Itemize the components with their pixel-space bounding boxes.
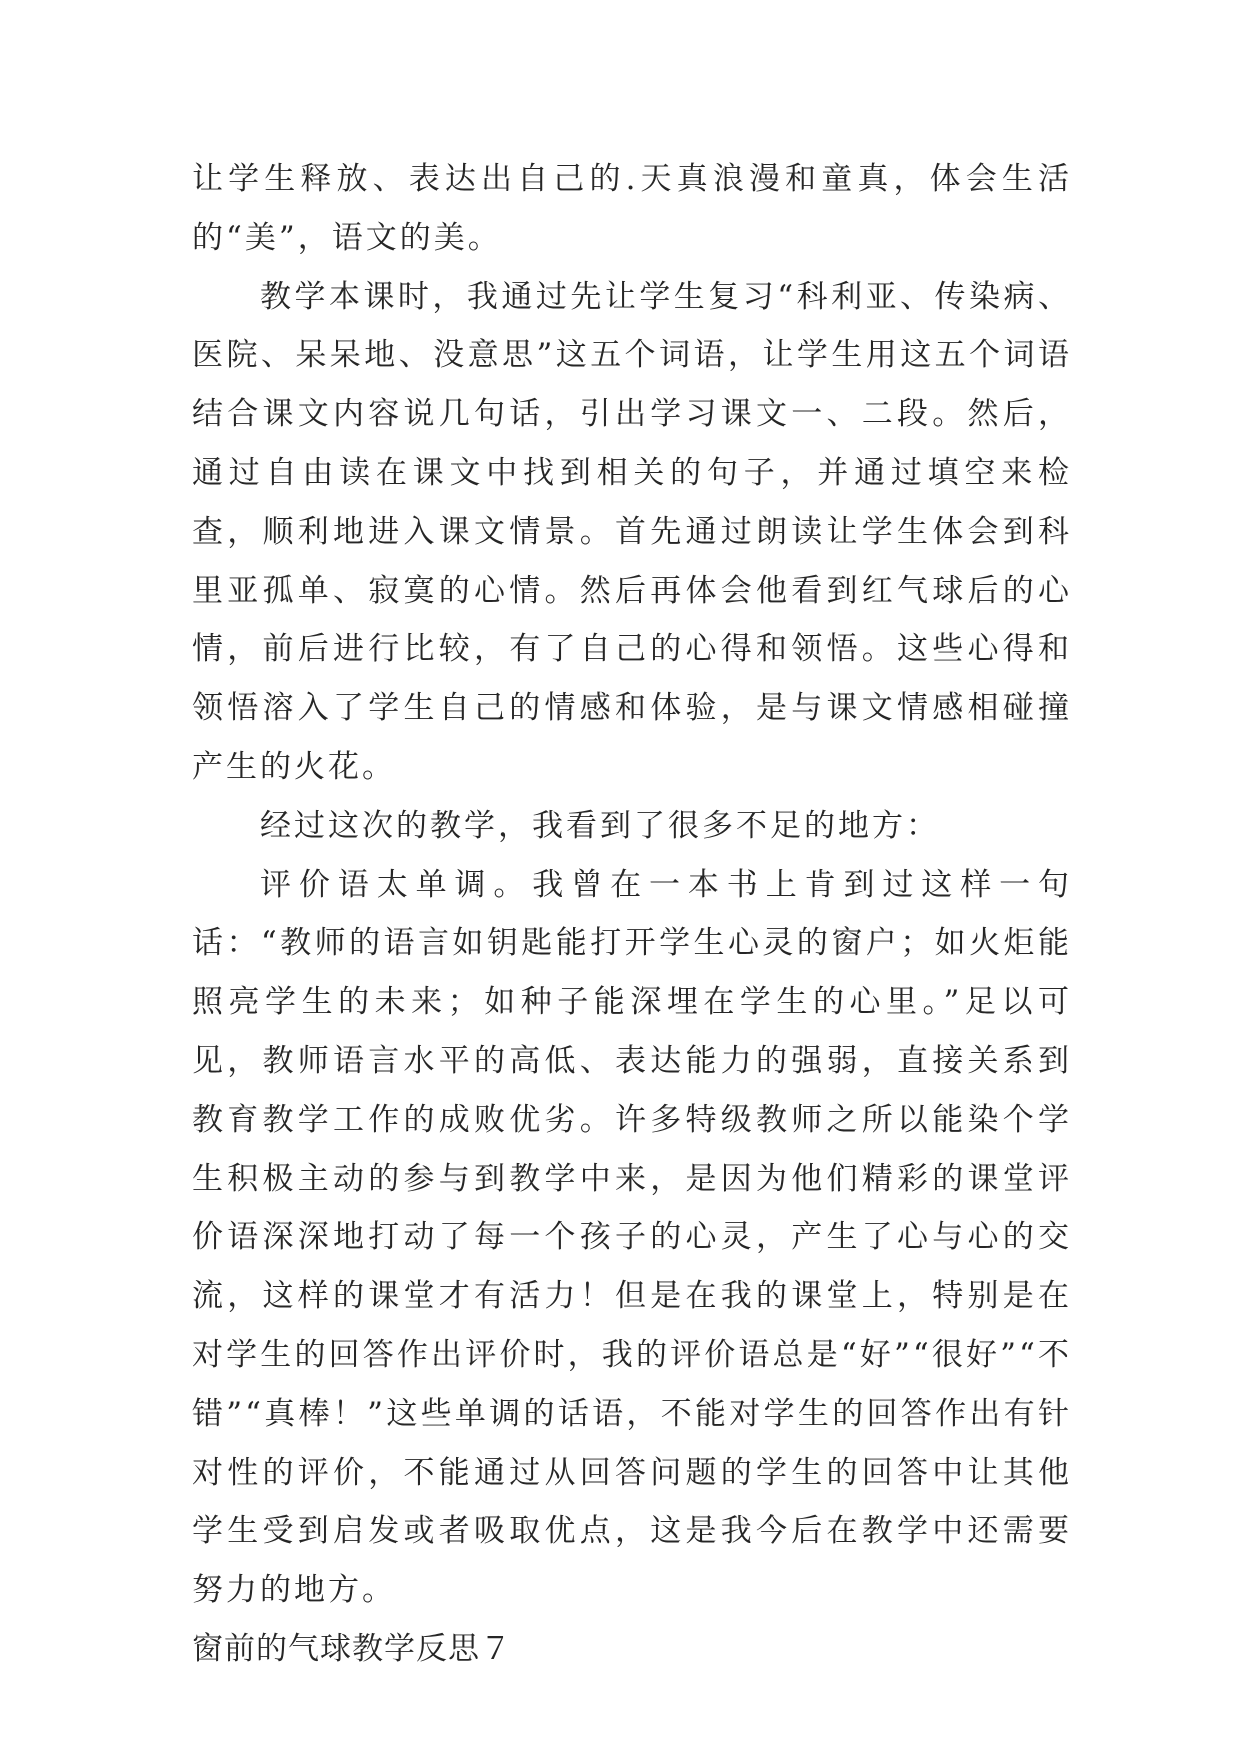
paragraph-lesson-process: 教学本课时，我通过先让学生复习“科利亚、传染病、医院、呆呆地、没意思”这五个词语，让学生用这五个词语结合课文内容说几句话，引出学习课文一、二段。然后，通过自由读在课文中找到相关的句子，并通过填空来检查，顺利地进入课文情景。首先通过朗读让学生体会到科里亚孤单、寂寞的心情。然后再体会他看到红气球后的心情，前后进行比较，有了自己的心得和领悟。这些心得和领悟溶入了学生自己的情感和体验，是与课文情感相碰撞产生的火花。 <box>192 278 1072 785</box>
paragraph-continuation: 让学生释放、表达出自己的.天真浪漫和童真，体会生活的“美”，语文的美。 <box>192 161 1072 256</box>
section-heading: 窗前的气球教学反思７ <box>192 1630 512 1667</box>
paragraph-shortcomings-intro: 经过这次的教学，我看到了很多不足的地方： <box>260 807 940 844</box>
body-text <box>192 150 1072 1679</box>
paragraph-evaluation-language: 评价语太单调。我曾在一本书上肯到过这样一句话：“教师的语言如钥匙能打开学生心灵的窗户；如火炬能照亮学生的未来；如种子能深埋在学生的心里。”足以可见，教师语言水平的高低、表达能力的强弱，直接关系到教育教学工作的成败优劣。许多特级教师之所以能染个学生积极主动的参与到教学中来，是因为他们精彩的课堂评价语深深地打动了每一个孩子的心灵，产生了心与心的交流，这样的课堂才有活力！但是在我的课堂上，特别是在对学生的回答作出评价时，我的评价语总是“好”“很好”“不错”“真棒！”这些单调的话语，不能对学生的回答作出有针对性的评价，不能通过从回答问题的学生的回答中让其他学生受到启发或者吸取优点，这是我今后在教学中还需要努力的地方。 <box>192 866 1072 1609</box>
